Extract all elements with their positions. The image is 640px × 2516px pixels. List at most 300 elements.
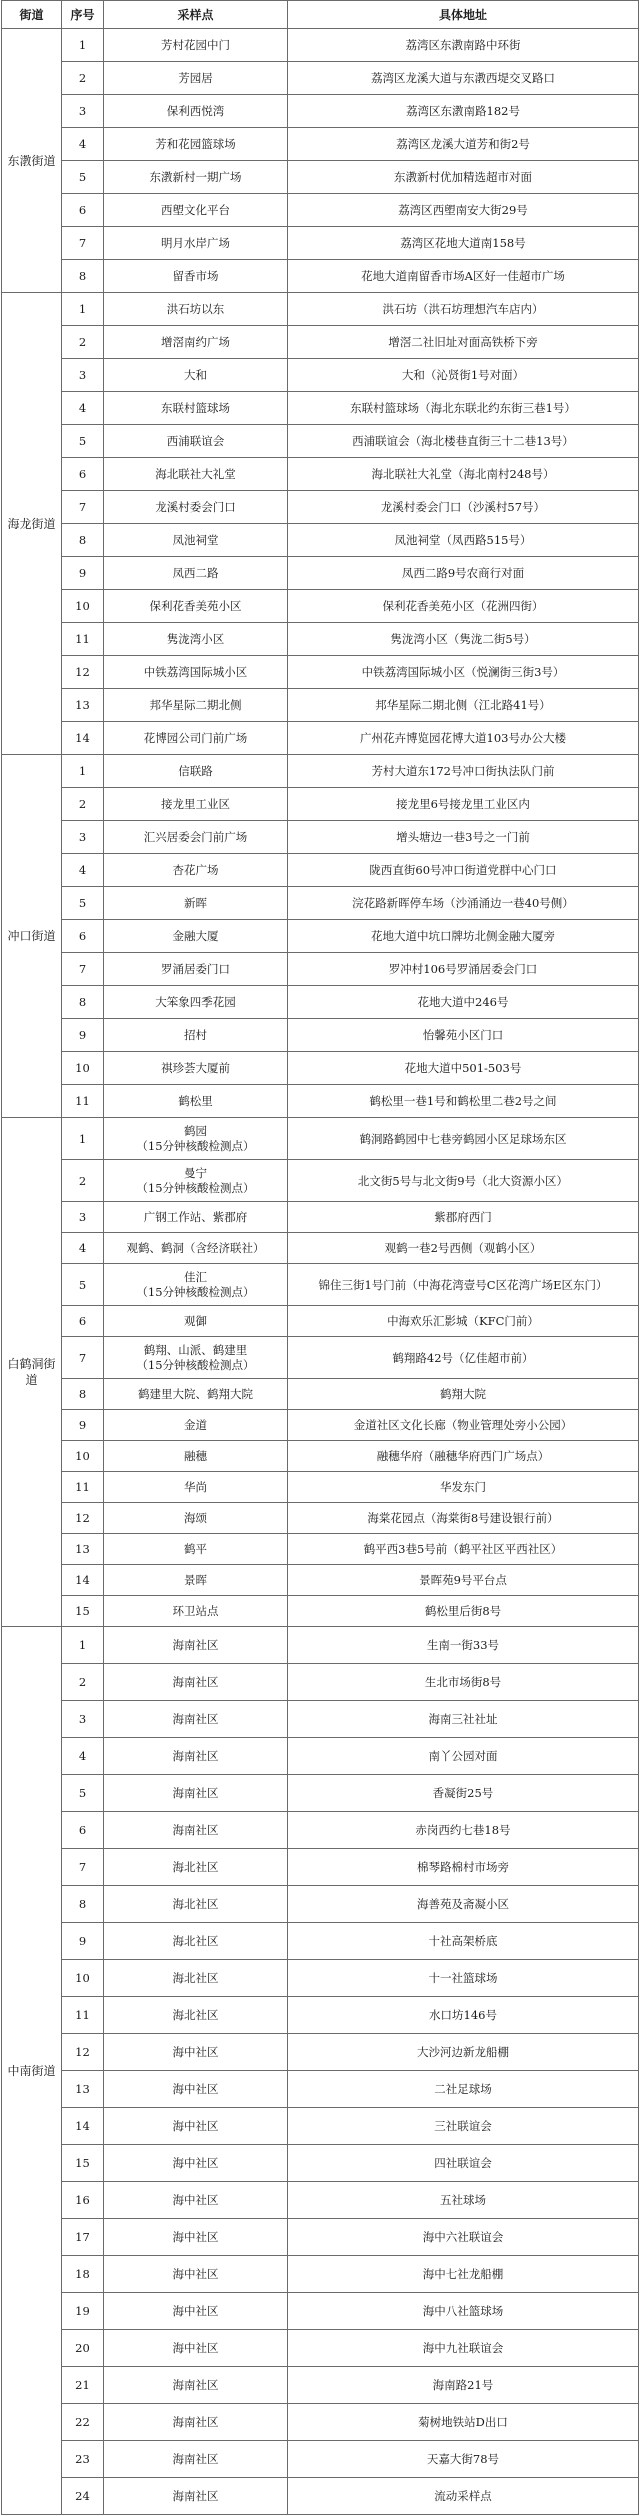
address-cell: [288, 1886, 639, 1923]
address-text: 龙溪村委会门口（沙溪村57号）: [380, 500, 546, 514]
sampling-point-cell: [104, 590, 288, 623]
row-number: 16: [75, 2193, 90, 2207]
address-cell: [288, 590, 639, 623]
address-cell: [288, 2108, 639, 2145]
table-row: [62, 854, 639, 887]
address-cell: [288, 2071, 639, 2108]
row-number-cell: [62, 326, 104, 359]
sampling-point-name: 鹤建里大院、鹤翔大院: [138, 1386, 253, 1401]
sampling-point-text: [161, 797, 230, 812]
row-number: 9: [78, 1028, 87, 1042]
table-row: [62, 821, 639, 854]
header-address: 具体地址: [288, 1, 639, 29]
address-cell: [288, 1812, 639, 1849]
sampling-point-name: 芳和花园篮球场: [155, 136, 236, 151]
sampling-point-text: [173, 2008, 219, 2023]
sampling-point-name: 海南社区: [172, 1822, 219, 1837]
row-number-cell: [62, 1052, 104, 1085]
address-cell: [288, 1701, 639, 1738]
sampling-point-name: 汇兴居委会门前广场: [143, 829, 248, 844]
address-cell: [288, 491, 639, 524]
row-number-cell: [62, 1997, 104, 2034]
row-number: 1: [78, 764, 87, 778]
address-text: 凤西二路9号农商行对面: [401, 566, 525, 580]
sampling-point-text: [173, 2378, 219, 2393]
sampling-point-cell: [104, 722, 288, 755]
sampling-point-name: 融穗: [184, 1448, 207, 1463]
sampling-point-text: [144, 731, 248, 746]
row-number-cell: [62, 590, 104, 623]
row-number-cell: [62, 1410, 104, 1441]
sampling-point-note: （15分钟核酸检测点）: [136, 1138, 255, 1153]
row-number-cell: [62, 128, 104, 161]
sampling-point-text: [173, 2489, 219, 2504]
sampling-point-cell: [104, 1596, 288, 1627]
address-text: 南丫公园对面: [428, 1749, 498, 1763]
row-number-cell: [62, 2182, 104, 2219]
row-number-cell: [62, 656, 104, 689]
row-number: 5: [78, 170, 87, 184]
row-number-cell: [62, 95, 104, 128]
row-number: 10: [75, 1971, 90, 1985]
sampling-point-cell: [104, 656, 288, 689]
table-row: [62, 2478, 639, 2515]
address-text: 海中九社联谊会: [422, 2341, 504, 2355]
address-text: 花地大道中246号: [417, 995, 509, 1009]
sampling-point-cell: [104, 1701, 288, 1738]
sampling-point-cell: [104, 1923, 288, 1960]
table-row: [62, 2182, 639, 2219]
table-row: [62, 425, 639, 458]
sampling-point-text: [173, 1786, 219, 1801]
sampling-point-text: [173, 566, 219, 581]
row-number-cell: [62, 821, 104, 854]
row-number: 2: [78, 1675, 87, 1689]
row-number-cell: [62, 2367, 104, 2404]
sampling-point-note: （15分钟核酸检测点）: [136, 1180, 255, 1195]
row-number-cell: [62, 2034, 104, 2071]
sampling-point-text: [173, 2452, 219, 2467]
sampling-point-name: 海中社区: [172, 2266, 219, 2281]
address-cell: [288, 1160, 639, 1202]
sampling-point-cell: [104, 887, 288, 920]
sampling-point-text: [161, 335, 230, 350]
address-text: 海南三社社址: [428, 1712, 498, 1726]
sampling-point-name: 洪石坊以东: [166, 301, 225, 316]
row-number: 6: [78, 1823, 87, 1837]
table-row: [62, 194, 639, 227]
sampling-point-cell: [104, 359, 288, 392]
table-row: [62, 2145, 639, 2182]
sampling-point-name: 保利西悦湾: [166, 103, 225, 118]
row-number: 24: [75, 2489, 90, 2503]
table-row: [62, 161, 639, 194]
address-text: 鹤翔路42号（亿佳超市前）: [392, 1350, 534, 1365]
address-cell: [288, 2367, 639, 2404]
table-row: [62, 458, 639, 491]
row-number: 1: [78, 302, 87, 316]
sampling-point-cell: [104, 1379, 288, 1410]
sampling-point-cell: [104, 623, 288, 656]
address-cell: [288, 1264, 639, 1306]
sampling-point-cell: [104, 392, 288, 425]
table-row: [62, 1565, 639, 1596]
sampling-point-text: [184, 1511, 207, 1526]
address-cell: [288, 2182, 639, 2219]
table-row: [62, 1085, 639, 1118]
address-text: 芳村大道东172号冲口街执法队门前: [371, 764, 555, 778]
table-row: [62, 689, 639, 722]
address-cell: [288, 1534, 639, 1565]
sampling-point-text: [138, 1387, 253, 1402]
row-number: 2: [78, 1173, 87, 1188]
sampling-point-name: 海颂: [184, 1510, 207, 1525]
address-cell: [288, 755, 639, 788]
row-number-cell: [62, 1202, 104, 1233]
table-row: [62, 260, 639, 293]
row-number: 8: [78, 1897, 87, 1911]
address-cell: [288, 1997, 639, 2034]
sampling-point-cell: [104, 755, 288, 788]
row-number: 1: [78, 1638, 87, 1652]
address-cell: [288, 887, 639, 920]
row-number: 9: [78, 1934, 87, 1948]
table-row: [62, 1812, 639, 1849]
address-text: 罗冲村106号罗涌居委会门口: [388, 962, 538, 976]
row-number: 17: [75, 2230, 90, 2244]
sampling-point-cell: [104, 2034, 288, 2071]
row-number: 15: [75, 1604, 90, 1618]
table-row: [62, 326, 639, 359]
table-row: [62, 2071, 639, 2108]
sampling-point-cell: [104, 2145, 288, 2182]
sampling-point-text: [173, 863, 219, 878]
sampling-point-cell: [104, 1019, 288, 1052]
table-row: [62, 1202, 639, 1233]
address-text: 鹤翔大院: [440, 1387, 486, 1401]
row-number-cell: [62, 1160, 104, 1202]
sampling-point-name: 海中社区: [172, 2155, 219, 2170]
sampling-point-cell: [104, 326, 288, 359]
sampling-point-cell: [104, 1997, 288, 2034]
sampling-point-name: 海北社区: [172, 2007, 219, 2022]
row-number-cell: [62, 1264, 104, 1306]
sampling-point-name: 海北社区: [172, 1970, 219, 1985]
row-number-cell: [62, 1738, 104, 1775]
address-text: 西浦联谊会（海北楼巷直街三十二巷13号）: [352, 434, 574, 448]
address-text: 二社足球场: [434, 2082, 492, 2096]
address-cell: [288, 722, 639, 755]
sampling-point-text: [144, 1210, 248, 1225]
table-row: [62, 2256, 639, 2293]
table-row: [62, 62, 639, 95]
sampling-point-text: [136, 1343, 254, 1373]
table-header-row: [2, 1, 639, 29]
row-number: 14: [75, 2119, 90, 2133]
row-number-cell: [62, 2404, 104, 2441]
table-row: [62, 2293, 639, 2330]
address-cell: [288, 2441, 639, 2478]
address-cell: [288, 1627, 639, 1664]
row-number: 4: [78, 863, 87, 877]
address-cell: [288, 458, 639, 491]
table-row: [62, 1410, 639, 1441]
sampling-point-text: [173, 1604, 219, 1619]
sampling-point-cell: [104, 1565, 288, 1596]
address-cell: [288, 788, 639, 821]
sampling-point-name: 海南社区: [172, 1785, 219, 1800]
sampling-point-cell: [104, 1441, 288, 1472]
table-body: [2, 29, 639, 2515]
address-cell: [288, 425, 639, 458]
row-number-cell: [62, 986, 104, 1019]
row-number-cell: [62, 953, 104, 986]
table-row: [62, 1960, 639, 1997]
table-row: [62, 1503, 639, 1534]
sampling-point-text: [161, 1061, 230, 1076]
sampling-point-name: 隽泷湾小区: [166, 631, 225, 646]
table-row: [62, 1997, 639, 2034]
address-cell: [288, 95, 639, 128]
row-number-cell: [62, 1337, 104, 1379]
row-number: 11: [75, 632, 90, 646]
sampling-point-text: [167, 434, 225, 449]
row-number: 14: [75, 1573, 90, 1587]
row-number-cell: [62, 1812, 104, 1849]
sampling-point-text: [173, 2082, 219, 2097]
row-number: 15: [75, 2156, 90, 2170]
sampling-point-name: 花博园公司门前广场: [143, 730, 248, 745]
sampling-point-cell: [104, 2478, 288, 2515]
sampling-point-name: 海南社区: [172, 1674, 219, 1689]
row-number: 10: [75, 1449, 90, 1463]
sampling-point-name: 海中社区: [172, 2192, 219, 2207]
row-number: 9: [78, 566, 87, 580]
sampling-point-cell: [104, 425, 288, 458]
address-text: 北文街5号与北文街9号（北大资源小区）: [357, 1173, 569, 1188]
sampling-point-cell: [104, 194, 288, 227]
table-row: [62, 887, 639, 920]
sampling-point-cell: [104, 986, 288, 1019]
table-row: [62, 1627, 639, 1664]
sampling-point-name: 广钢工作站、紫郡府: [143, 1209, 248, 1224]
address-cell: [288, 2404, 639, 2441]
row-number-cell: [62, 2256, 104, 2293]
sampling-point-name: 东联村篮球场: [161, 400, 230, 415]
sampling-point-text: [173, 2156, 219, 2171]
table-row: [62, 359, 639, 392]
sampling-point-cell: [104, 95, 288, 128]
sampling-point-text: [173, 929, 219, 944]
sampling-point-text: [155, 995, 236, 1010]
sampling-point-name: 大笨象四季花园: [155, 994, 236, 1009]
sampling-point-name: 东漖新村一期广场: [149, 169, 242, 184]
address-text: 保利花香美苑小区（花洲四街）: [382, 599, 544, 613]
address-cell: [288, 557, 639, 590]
street-rows: [62, 1118, 639, 1627]
sampling-point-cell: [104, 788, 288, 821]
table-row: [62, 2404, 639, 2441]
row-number-cell: [62, 1306, 104, 1337]
header-number: 序号: [62, 1, 104, 29]
sampling-point-text: [127, 1241, 265, 1256]
address-cell: [288, 1441, 639, 1472]
row-number-cell: [62, 1085, 104, 1118]
sampling-point-text: [150, 599, 242, 614]
address-text: 增滘二社旧址对面高铁桥下旁: [388, 335, 538, 349]
row-number: 7: [78, 1350, 87, 1365]
sampling-point-name: 增滘南约广场: [161, 334, 230, 349]
sampling-point-name: 海南社区: [172, 1637, 219, 1652]
row-number-cell: [62, 1701, 104, 1738]
sampling-point-cell: [104, 1775, 288, 1812]
row-number: 12: [75, 1511, 90, 1525]
row-number-cell: [62, 887, 104, 920]
row-number: 5: [78, 434, 87, 448]
address-text: 邦华星际二期北侧（江北路41号）: [375, 698, 551, 712]
address-text: 东联村篮球场（海北东联北约东街三巷1号）: [350, 401, 576, 415]
row-number-cell: [62, 194, 104, 227]
sampling-point-name: 大和: [184, 367, 207, 382]
sampling-point-text: [173, 2045, 219, 2060]
row-number: 5: [78, 1786, 87, 1800]
sampling-point-name: 芳村花园中门: [161, 37, 230, 52]
row-number: 6: [78, 467, 87, 481]
row-number: 13: [75, 698, 90, 712]
row-number-cell: [62, 359, 104, 392]
sampling-point-cell: [104, 557, 288, 590]
address-cell: [288, 1923, 639, 1960]
address-text: 十社高架桥底: [428, 1934, 498, 1948]
sampling-point-name: 海南社区: [172, 2377, 219, 2392]
table-row: [62, 2441, 639, 2478]
address-text: 接龙里6号接龙里工业区内: [396, 797, 530, 811]
sampling-point-cell: [104, 1886, 288, 1923]
sampling-point-cell: [104, 1664, 288, 1701]
sampling-point-cell: [104, 2182, 288, 2219]
address-cell: [288, 194, 639, 227]
sampling-point-name: 西浦联谊会: [166, 433, 225, 448]
sampling-point-cell: [104, 491, 288, 524]
table-row: [62, 491, 639, 524]
row-number-cell: [62, 1596, 104, 1627]
row-number-cell: [62, 491, 104, 524]
sampling-point-cell: [104, 1306, 288, 1337]
address-text: 棉琴路棉村市场旁: [417, 1860, 509, 1874]
sampling-point-name: 明月水岸广场: [161, 235, 230, 250]
address-text: 广州花卉博览园花博大道103号办公大楼: [360, 731, 566, 745]
street-group: [2, 29, 639, 293]
sampling-point-text: [173, 1749, 219, 1764]
address-text: 四社联谊会: [434, 2156, 492, 2170]
sampling-point-name: 新晖: [184, 895, 207, 910]
sampling-point-name: 接龙里工业区: [161, 796, 230, 811]
sampling-point-cell: [104, 953, 288, 986]
sampling-point-text: [173, 2415, 219, 2430]
sampling-point-cell: [104, 1118, 288, 1160]
address-text: 荔湾区龙溪大道芳和街2号: [396, 137, 530, 151]
sampling-point-text: [173, 2267, 219, 2282]
table-row: [62, 953, 639, 986]
row-number-cell: [62, 1849, 104, 1886]
address-cell: [288, 1664, 639, 1701]
sampling-point-name: 海南社区: [172, 1711, 219, 1726]
sampling-point-text: [184, 1418, 207, 1433]
street-name-cell: [2, 1627, 62, 2515]
row-number-cell: [62, 1503, 104, 1534]
table-row: [62, 2034, 639, 2071]
sampling-point-cell: [104, 293, 288, 326]
address-cell: [288, 128, 639, 161]
table-row: [62, 293, 639, 326]
address-text: 鹤洞路鹤园中七巷旁鹤园小区足球场东区: [359, 1131, 567, 1146]
sampling-point-cell: [104, 2367, 288, 2404]
table-row: [62, 227, 639, 260]
sampling-point-name: 鹤平: [184, 1541, 207, 1556]
table-row: [62, 1379, 639, 1410]
row-number-cell: [62, 2293, 104, 2330]
row-number-cell: [62, 2071, 104, 2108]
table-row: [62, 1775, 639, 1812]
sampling-point-text: [173, 1712, 219, 1727]
table-row: [62, 788, 639, 821]
sampling-point-cell: [104, 1738, 288, 1775]
sampling-point-text: [184, 896, 207, 911]
table-row: [62, 1472, 639, 1503]
address-cell: [288, 293, 639, 326]
sampling-point-text: [167, 632, 225, 647]
sampling-point-cell: [104, 1202, 288, 1233]
row-number-cell: [62, 1923, 104, 1960]
row-number-cell: [62, 722, 104, 755]
sampling-point-cell: [104, 920, 288, 953]
street-name: 中南街道: [7, 2063, 56, 2078]
address-text: 隽泷湾小区（隽泷二街5号）: [390, 632, 536, 646]
row-number: 7: [78, 1860, 87, 1874]
header-street: 街道: [2, 1, 62, 29]
sampling-point-name: 观御: [184, 1313, 207, 1328]
row-number: 21: [75, 2378, 90, 2392]
address-text: 荔湾区西塱南安大街29号: [398, 203, 528, 217]
address-cell: [288, 1052, 639, 1085]
sampling-point-text: [161, 203, 230, 218]
street-group: [2, 755, 639, 1118]
row-number-cell: [62, 29, 104, 62]
address-cell: [288, 1738, 639, 1775]
address-text: 锦住三街1号门前（中海花湾壹号C区花湾广场E区东门）: [318, 1277, 608, 1292]
row-number-cell: [62, 557, 104, 590]
sampling-point-text: [173, 1675, 219, 1690]
street-group: [2, 293, 639, 755]
sampling-point-text: [178, 71, 213, 86]
address-cell: [288, 2256, 639, 2293]
sampling-point-cell: [104, 1503, 288, 1534]
table-row: [62, 1664, 639, 1701]
street-rows: [62, 755, 639, 1118]
row-number-cell: [62, 1627, 104, 1664]
table-row: [62, 1534, 639, 1565]
sampling-point-text: [184, 1028, 207, 1043]
table-row: [62, 95, 639, 128]
sampling-point-name: 海中社区: [172, 2303, 219, 2318]
sampling-point-text: [161, 236, 230, 251]
row-number: 13: [75, 1542, 90, 1556]
row-number: 18: [75, 2267, 90, 2281]
address-cell: [288, 161, 639, 194]
address-text: 荔湾区龙溪大道与东漖西堤交叉路口: [371, 71, 555, 85]
sampling-points-table: [1, 0, 639, 2515]
address-text: 紫郡府西门: [434, 1210, 492, 1224]
